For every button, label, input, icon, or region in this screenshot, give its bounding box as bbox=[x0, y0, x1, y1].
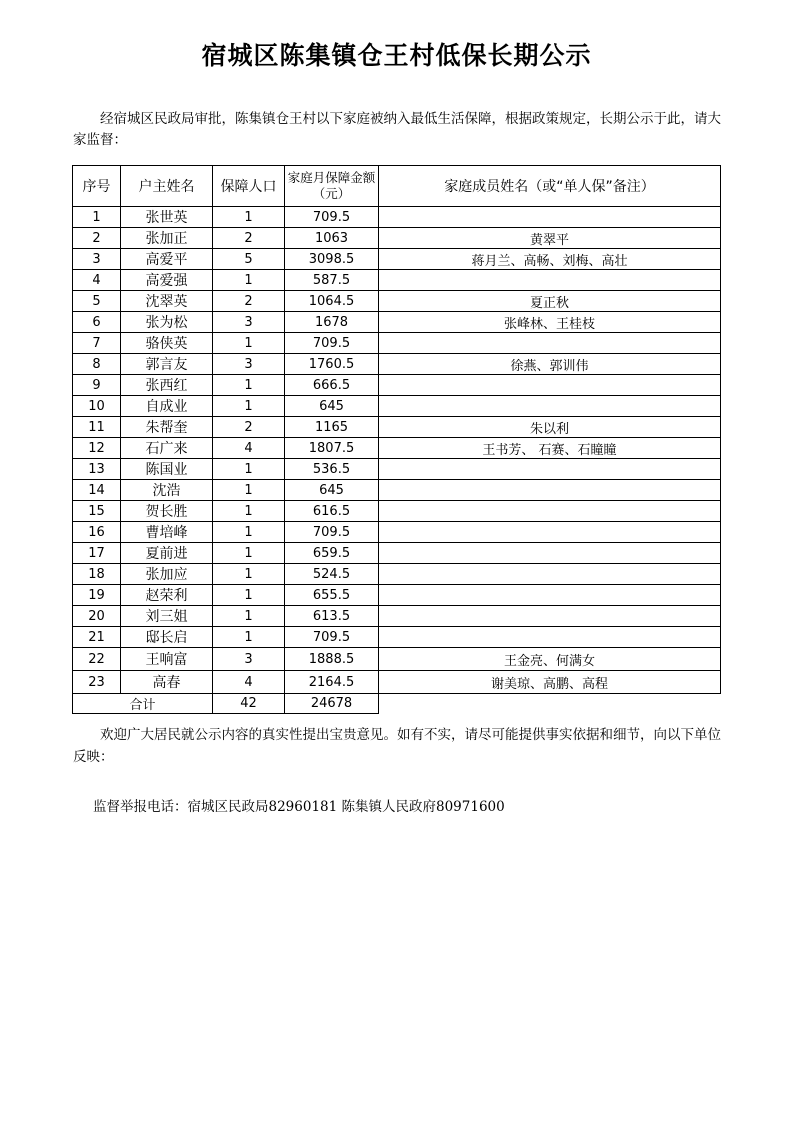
row-family-members: 夏正秋 bbox=[379, 291, 721, 312]
table-row bbox=[73, 627, 721, 648]
row-monthly-amount: 645 bbox=[285, 396, 379, 417]
row-covered-count: 2 bbox=[213, 417, 285, 438]
row-head-name: 自成业 bbox=[121, 396, 213, 417]
total-row bbox=[73, 694, 721, 714]
table-row bbox=[73, 375, 721, 396]
row-head-name: 曹培峰 bbox=[121, 522, 213, 543]
total-amount: 24678 bbox=[285, 694, 379, 714]
table-row bbox=[73, 564, 721, 585]
row-seq: 15 bbox=[73, 501, 121, 522]
row-monthly-amount: 587.5 bbox=[285, 270, 379, 291]
row-seq: 14 bbox=[73, 480, 121, 501]
table-header-row bbox=[73, 166, 721, 207]
row-seq: 11 bbox=[73, 417, 121, 438]
row-head-name: 骆侠英 bbox=[121, 333, 213, 354]
table-row bbox=[73, 543, 721, 564]
row-seq: 10 bbox=[73, 396, 121, 417]
row-covered-count: 1 bbox=[213, 396, 285, 417]
row-covered-count: 1 bbox=[213, 333, 285, 354]
subsistence-allowance-table bbox=[72, 165, 721, 714]
table-row bbox=[73, 606, 721, 627]
table-row bbox=[73, 249, 721, 270]
table-row bbox=[73, 648, 721, 671]
row-head-name: 陈国业 bbox=[121, 459, 213, 480]
row-seq: 13 bbox=[73, 459, 121, 480]
row-monthly-amount: 655.5 bbox=[285, 585, 379, 606]
row-monthly-amount: 645 bbox=[285, 480, 379, 501]
row-head-name: 张加应 bbox=[121, 564, 213, 585]
row-head-name: 张加正 bbox=[121, 228, 213, 249]
row-head-name: 刘三姐 bbox=[121, 606, 213, 627]
row-head-name: 张为松 bbox=[121, 312, 213, 333]
row-monthly-amount: 709.5 bbox=[285, 522, 379, 543]
row-family-members: 王金亮、何满女 bbox=[379, 648, 721, 671]
row-covered-count: 2 bbox=[213, 228, 285, 249]
row-family-members: 蒋月兰、高畅、刘梅、高壮 bbox=[379, 249, 721, 270]
row-head-name: 张世英 bbox=[121, 207, 213, 228]
page-title: 宿城区陈集镇仓王村低保长期公示 bbox=[201, 41, 592, 70]
row-covered-count: 1 bbox=[213, 627, 285, 648]
row-family-members bbox=[379, 564, 721, 585]
row-head-name: 赵荣利 bbox=[121, 585, 213, 606]
header-covered-count: 保障人口 bbox=[213, 166, 285, 207]
row-monthly-amount: 613.5 bbox=[285, 606, 379, 627]
row-head-name: 贺长胜 bbox=[121, 501, 213, 522]
row-covered-count: 1 bbox=[213, 207, 285, 228]
row-family-members: 王书芳、 石赛、石瞳瞳 bbox=[379, 438, 721, 459]
row-seq: 8 bbox=[73, 354, 121, 375]
row-family-members bbox=[379, 207, 721, 228]
row-covered-count: 2 bbox=[213, 291, 285, 312]
row-monthly-amount: 616.5 bbox=[285, 501, 379, 522]
row-seq: 9 bbox=[73, 375, 121, 396]
row-monthly-amount: 536.5 bbox=[285, 459, 379, 480]
table-row bbox=[73, 207, 721, 228]
row-covered-count: 5 bbox=[213, 249, 285, 270]
total-label: 合计 bbox=[73, 694, 213, 714]
row-seq: 21 bbox=[73, 627, 121, 648]
row-covered-count: 4 bbox=[213, 438, 285, 459]
row-covered-count: 3 bbox=[213, 648, 285, 671]
header-seq: 序号 bbox=[73, 166, 121, 207]
row-head-name: 高爱强 bbox=[121, 270, 213, 291]
row-covered-count: 1 bbox=[213, 606, 285, 627]
header-family-members: 家庭成员姓名（或“单人保”备注） bbox=[379, 166, 721, 207]
row-covered-count: 1 bbox=[213, 543, 285, 564]
row-covered-count: 1 bbox=[213, 585, 285, 606]
row-covered-count: 4 bbox=[213, 671, 285, 694]
row-family-members bbox=[379, 606, 721, 627]
table-row bbox=[73, 438, 721, 459]
row-monthly-amount: 1165 bbox=[285, 417, 379, 438]
table-row bbox=[73, 585, 721, 606]
row-family-members: 朱以利 bbox=[379, 417, 721, 438]
row-head-name: 夏前进 bbox=[121, 543, 213, 564]
row-family-members bbox=[379, 627, 721, 648]
row-monthly-amount: 2164.5 bbox=[285, 671, 379, 694]
table-row bbox=[73, 396, 721, 417]
row-family-members bbox=[379, 501, 721, 522]
row-monthly-amount: 1064.5 bbox=[285, 291, 379, 312]
row-covered-count: 3 bbox=[213, 312, 285, 333]
row-monthly-amount: 709.5 bbox=[285, 333, 379, 354]
row-family-members bbox=[379, 375, 721, 396]
table-row bbox=[73, 333, 721, 354]
row-seq: 2 bbox=[73, 228, 121, 249]
row-head-name: 沈翠英 bbox=[121, 291, 213, 312]
row-family-members bbox=[379, 333, 721, 354]
row-family-members: 徐燕、郭训伟 bbox=[379, 354, 721, 375]
row-family-members bbox=[379, 585, 721, 606]
table-row bbox=[73, 228, 721, 249]
row-seq: 20 bbox=[73, 606, 121, 627]
table-row bbox=[73, 501, 721, 522]
row-head-name: 沈浩 bbox=[121, 480, 213, 501]
row-monthly-amount: 709.5 bbox=[285, 207, 379, 228]
table-row bbox=[73, 354, 721, 375]
row-family-members: 谢美琼、高鹏、高程 bbox=[379, 671, 721, 694]
header-head-name: 户主姓名 bbox=[121, 166, 213, 207]
row-family-members: 张峰林、王桂枝 bbox=[379, 312, 721, 333]
row-seq: 22 bbox=[73, 648, 121, 671]
row-covered-count: 1 bbox=[213, 459, 285, 480]
table-row bbox=[73, 671, 721, 694]
row-family-members bbox=[379, 522, 721, 543]
row-monthly-amount: 659.5 bbox=[285, 543, 379, 564]
row-monthly-amount: 524.5 bbox=[285, 564, 379, 585]
row-head-name: 张西红 bbox=[121, 375, 213, 396]
table-row bbox=[73, 459, 721, 480]
row-covered-count: 1 bbox=[213, 564, 285, 585]
row-seq: 16 bbox=[73, 522, 121, 543]
report-hotline: 监督举报电话：宿城区民政局82960181 陈集镇人民政府80971600 bbox=[93, 799, 505, 815]
row-family-members: 黄翠平 bbox=[379, 228, 721, 249]
table-body bbox=[73, 207, 721, 694]
table-row bbox=[73, 291, 721, 312]
row-monthly-amount: 1760.5 bbox=[285, 354, 379, 375]
row-covered-count: 1 bbox=[213, 375, 285, 396]
row-covered-count: 1 bbox=[213, 522, 285, 543]
row-head-name: 高春 bbox=[121, 671, 213, 694]
row-head-name: 高爱平 bbox=[121, 249, 213, 270]
row-head-name: 朱帮奎 bbox=[121, 417, 213, 438]
table-row bbox=[73, 270, 721, 291]
row-seq: 18 bbox=[73, 564, 121, 585]
row-family-members bbox=[379, 543, 721, 564]
row-monthly-amount: 1063 bbox=[285, 228, 379, 249]
row-seq: 12 bbox=[73, 438, 121, 459]
row-head-name: 邸长启 bbox=[121, 627, 213, 648]
row-covered-count: 1 bbox=[213, 270, 285, 291]
row-family-members bbox=[379, 270, 721, 291]
row-covered-count: 3 bbox=[213, 354, 285, 375]
row-head-name: 石广来 bbox=[121, 438, 213, 459]
row-monthly-amount: 1678 bbox=[285, 312, 379, 333]
closing-paragraph: 欢迎广大居民就公示内容的真实性提出宝贵意见。如有不实，请尽可能提供事实依据和细节，向以下单位反映： bbox=[73, 727, 721, 765]
header-monthly-amount: 家庭月保障金额（元） bbox=[285, 166, 379, 207]
row-seq: 7 bbox=[73, 333, 121, 354]
row-monthly-amount: 1807.5 bbox=[285, 438, 379, 459]
total-blank-cell bbox=[379, 694, 721, 714]
table-row bbox=[73, 522, 721, 543]
row-family-members bbox=[379, 459, 721, 480]
row-family-members bbox=[379, 396, 721, 417]
row-seq: 3 bbox=[73, 249, 121, 270]
row-seq: 1 bbox=[73, 207, 121, 228]
row-covered-count: 1 bbox=[213, 501, 285, 522]
row-monthly-amount: 666.5 bbox=[285, 375, 379, 396]
row-covered-count: 1 bbox=[213, 480, 285, 501]
table-row bbox=[73, 417, 721, 438]
row-seq: 19 bbox=[73, 585, 121, 606]
row-family-members bbox=[379, 480, 721, 501]
table-row bbox=[73, 312, 721, 333]
row-monthly-amount: 709.5 bbox=[285, 627, 379, 648]
intro-paragraph: 经宿城区民政局审批，陈集镇仓王村以下家庭被纳入最低生活保障，根据政策规定，长期公示于此，请大家监督： bbox=[73, 111, 721, 148]
row-seq: 17 bbox=[73, 543, 121, 564]
row-monthly-amount: 3098.5 bbox=[285, 249, 379, 270]
total-count: 42 bbox=[213, 694, 285, 714]
row-head-name: 王响富 bbox=[121, 648, 213, 671]
row-monthly-amount: 1888.5 bbox=[285, 648, 379, 671]
row-seq: 23 bbox=[73, 671, 121, 694]
row-seq: 6 bbox=[73, 312, 121, 333]
row-seq: 5 bbox=[73, 291, 121, 312]
row-head-name: 郭言友 bbox=[121, 354, 213, 375]
row-seq: 4 bbox=[73, 270, 121, 291]
table-row bbox=[73, 480, 721, 501]
